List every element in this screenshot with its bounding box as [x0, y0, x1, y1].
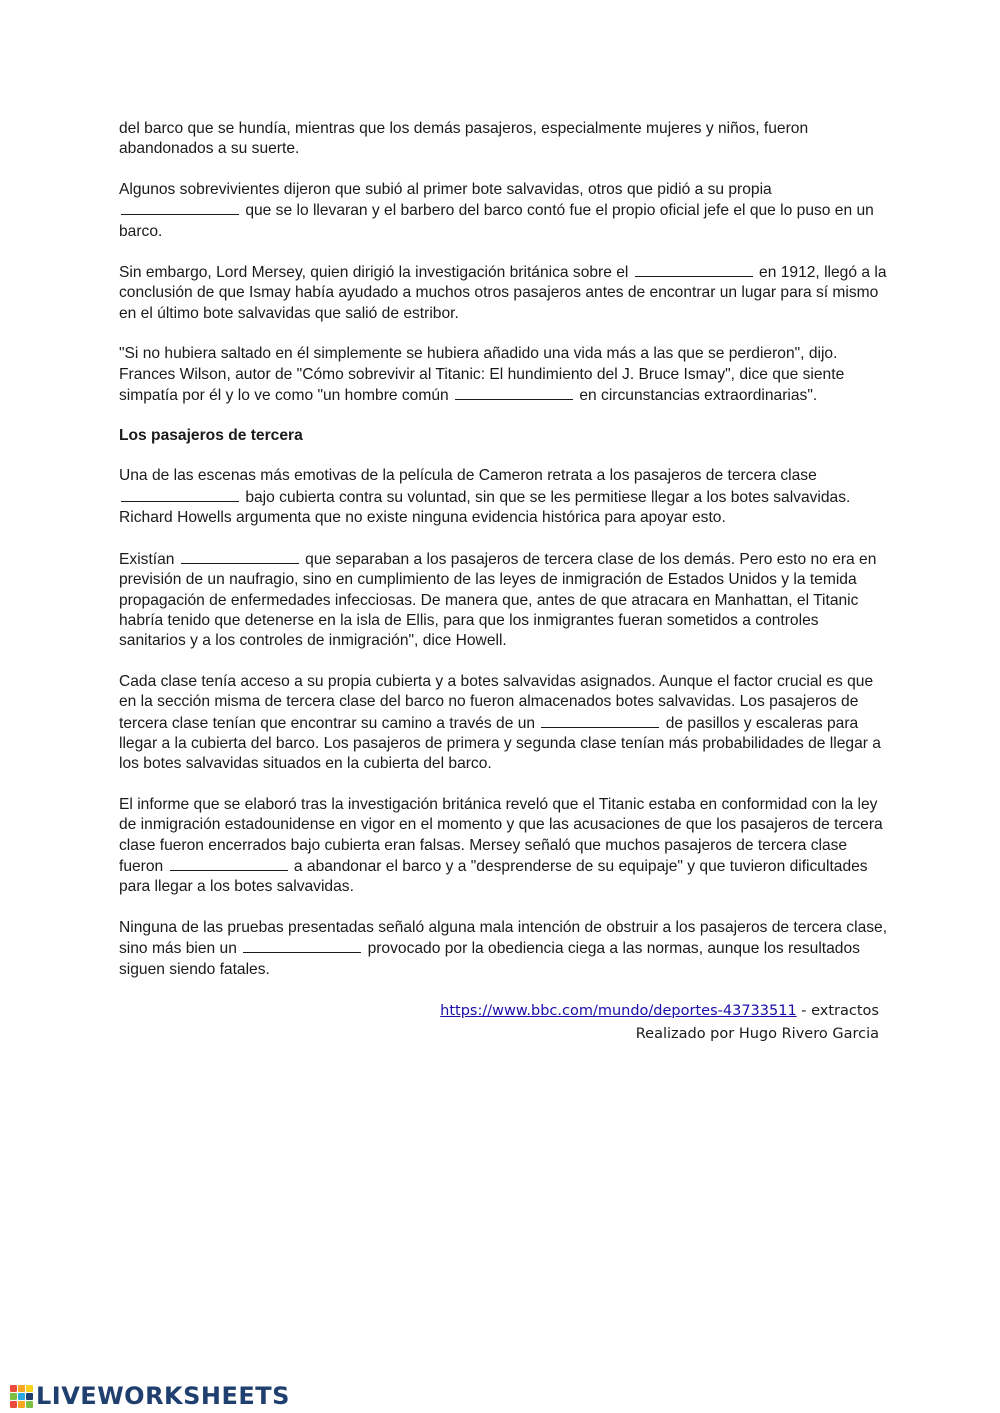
paragraph-text: "Si no hubiera saltado en él simplemente se hubiera añadido una vida más a las que se perdieron", dijo. Frances Wilson, autor de "Cómo sobrevivir al Titanic: El hundimiento del J. Bruce Ismay", dice que siente simpatía por él y lo ve como "un hombre común: [119, 345, 845, 405]
section-third-class: [119, 466, 889, 980]
logo-text: LIVEWORKSHEETS: [36, 1382, 290, 1410]
paragraph-text: Existían: [119, 550, 179, 568]
logo-tile: [26, 1401, 33, 1408]
fill-in-blank-input[interactable]: [121, 487, 239, 502]
logo-icon: [10, 1385, 33, 1408]
paragraph-text: Ninguna de las pruebas presentadas señaló alguna mala intención de obstruir a los pasajeros de tercera clase, sino más bien un: [119, 918, 888, 958]
paragraph-text: provocado por la obediencia ciega a las normas, aunque los resultados siguen siendo fatales.: [119, 940, 860, 978]
paragraph: [119, 549, 889, 652]
logo-tile: [26, 1393, 33, 1400]
paragraph: [119, 795, 889, 898]
fill-in-blank-input[interactable]: [121, 200, 239, 215]
paragraph-text: a abandonar el barco y a "desprenderse de su equipaje" y que tuvieron dificultades para llegar a los botes salvavidas.: [119, 857, 868, 896]
paragraph-text: de pasillos y escaleras para llegar a la cubierta del barco. Los pasajeros de primera y segunda clase tenían más probabilidades de llegar a los botes salvavidas situados en la cubierta del barco.: [119, 714, 881, 773]
fill-in-blank-input[interactable]: [170, 856, 288, 871]
logo-tile: [18, 1401, 25, 1408]
logo-tile: [18, 1385, 25, 1392]
liveworksheets-logo[interactable]: [10, 1381, 290, 1411]
paragraph: [119, 466, 889, 528]
paragraph-text: que separaban a los pasajeros de tercera clase de los demás. Pero esto no era en previsión de un naufragio, sino en cumplimiento de las leyes de inmigración de Estados Unidos y la temida propagación de enfermedades infecciosas. De manera que, antes de que atracara en Manhattan, el Titanic habría tenido que detenerse en la isla de Ellis, para que los inmigrantes fueran sometidos a controles sanitarios y a los controles de inmigración", dice Howell.: [119, 550, 877, 650]
paragraph-text: en 1912, llegó a la conclusión de que Ismay había ayudado a muchos otros pasajeros antes de encontrar un lugar para sí mismo en el último bote salvavidas que salió de estribor.: [119, 264, 887, 322]
fill-in-blank-input[interactable]: [455, 385, 573, 400]
logo-tile: [26, 1385, 33, 1392]
source-link[interactable]: https://www.bbc.com/mundo/deportes-43733511: [440, 1003, 797, 1019]
paragraph-text: del barco que se hundía, mientras que los demás pasajeros, especialmente mujeres y niños, fueron abandonados a su suerte.: [119, 120, 809, 158]
worksheet-page: [119, 119, 889, 1046]
section-heading: Los pasajeros de tercera: [119, 427, 303, 445]
section-intro: [119, 119, 889, 406]
paragraph-text: Algunos sobrevivientes dijeron que subió al primer bote salvavidas, otros que pidió a su propia: [119, 180, 772, 198]
paragraph-text: que se lo llevaran y el barbero del barco contó fue el propio oficial jefe el que lo puso en un barco.: [119, 202, 874, 240]
paragraph: [119, 180, 889, 242]
logo-tile: [10, 1401, 17, 1408]
paragraph-text: El informe que se elaboró tras la investigación británica reveló que el Titanic estaba en conformidad con la ley de inmigración estadounidense en vigor en el momento y que las acusaciones de que los pasajeros de tercera clase fueron encerrados bajo cubierta eran falsas. Mersey señaló que muchos pasajeros de tercera clase fueron: [119, 795, 883, 875]
paragraph: [119, 344, 889, 406]
fill-in-blank-input[interactable]: [181, 549, 299, 564]
author-credit: Realizado por Hugo Rivero Garcia: [635, 1026, 879, 1042]
paragraph: [119, 119, 889, 160]
paragraph: [119, 262, 889, 324]
paragraph-text: Cada clase tenía acceso a su propia cubierta y a botes salvavidas asignados. Aunque el factor crucial es que en la sección misma de tercera clase del barco no fueron almacenados botes salvavidas. Los pasajeros de tercera clase tenían que encontrar su camino a través de un: [119, 672, 874, 732]
logo-tile: [10, 1385, 17, 1392]
fill-in-blank-input[interactable]: [635, 262, 753, 277]
paragraph: [119, 918, 889, 980]
fill-in-blank-input[interactable]: [243, 938, 361, 953]
paragraph: [119, 672, 889, 775]
logo-tile: [10, 1393, 17, 1400]
source-block: [119, 1000, 889, 1046]
paragraph-text: Una de las escenas más emotivas de la película de Cameron retrata a los pasajeros de tercera clase: [119, 467, 817, 485]
paragraph-text: en circunstancias extraordinarias".: [575, 387, 818, 405]
logo-tile: [18, 1393, 25, 1400]
source-suffix: - extractos: [796, 1003, 879, 1019]
paragraph-text: bajo cubierta contra su voluntad, sin que se les permitiese llegar a los botes salvavidas. Richard Howells argumenta que no existe ninguna evidencia histórica para apoyar esto.: [119, 488, 851, 527]
fill-in-blank-input[interactable]: [541, 713, 659, 728]
paragraph-text: Sin embargo, Lord Mersey, quien dirigió la investigación británica sobre el: [119, 264, 633, 282]
